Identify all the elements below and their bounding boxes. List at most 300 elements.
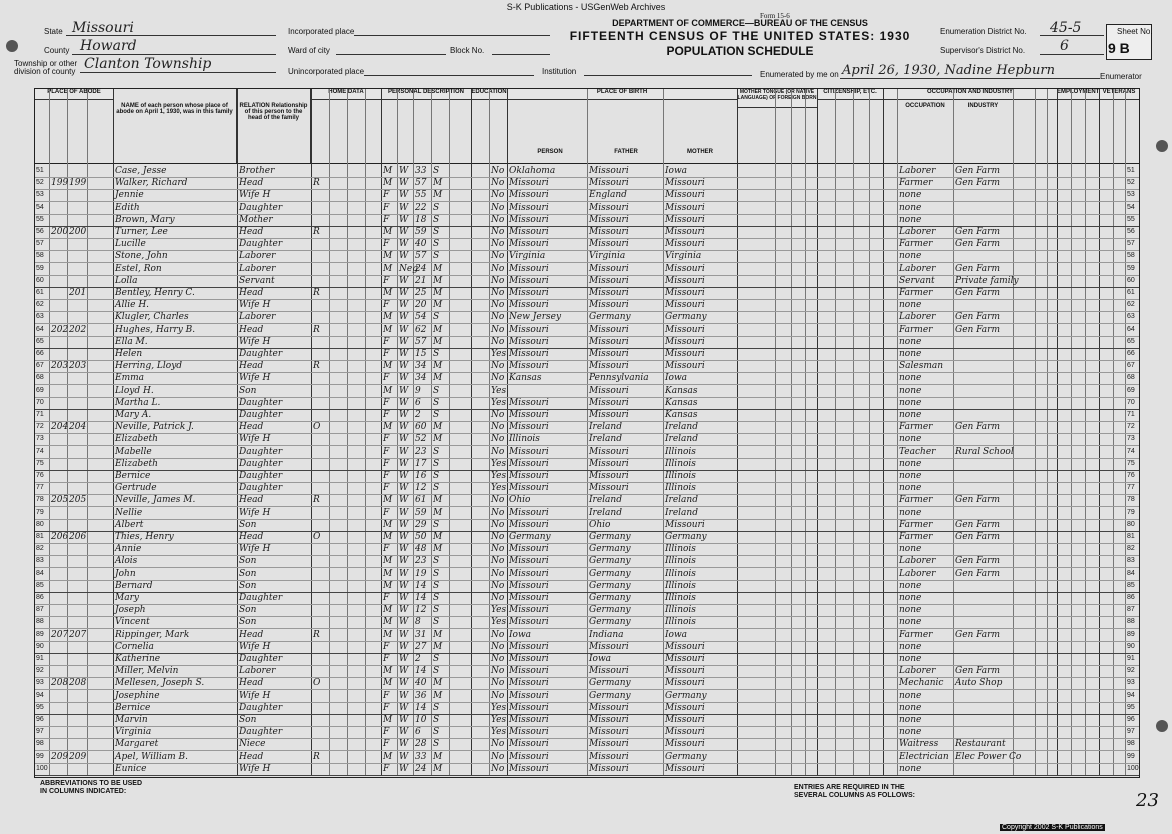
home-tenure	[313, 714, 329, 726]
school-attendance: No	[491, 312, 505, 323]
birthplace-mother: Missouri	[665, 678, 705, 689]
occupation: Laborer	[899, 312, 936, 323]
line-number-right: 62	[1127, 301, 1135, 309]
home-tenure	[313, 690, 329, 702]
sex: F	[383, 593, 390, 603]
birthplace-person: Missouri	[509, 519, 549, 530]
line-number: 75	[36, 459, 44, 467]
birthplace-person: Missouri	[509, 605, 549, 616]
relation: Head	[239, 227, 264, 237]
industry	[955, 348, 1013, 360]
family-number: 205	[69, 495, 87, 506]
marital-status: S	[433, 666, 440, 677]
marital-status: S	[433, 580, 440, 591]
sex: M	[383, 580, 393, 591]
age: 18	[415, 214, 427, 225]
school-attendance: No	[491, 593, 505, 603]
birthplace-person: Missouri	[509, 544, 549, 555]
relation: Wife H	[239, 507, 271, 518]
punch-hole	[1156, 720, 1168, 732]
age: 59	[415, 227, 427, 237]
home-tenure	[313, 641, 329, 653]
industry	[955, 433, 1013, 445]
person-name: Neville, James M.	[115, 495, 196, 506]
relation: Daughter	[239, 654, 283, 664]
sex: M	[383, 324, 393, 335]
family-number	[69, 202, 87, 214]
sex: M	[383, 288, 393, 298]
relation: Brother	[239, 166, 275, 176]
line-number: 69	[36, 386, 44, 394]
line-number: 86	[36, 594, 44, 601]
table-row	[35, 409, 1139, 422]
marital-status: S	[433, 214, 440, 225]
industry	[955, 250, 1013, 262]
relation: Head	[239, 361, 264, 372]
age: 12	[415, 483, 427, 494]
industry: Gen Farm	[955, 263, 1001, 274]
industry	[955, 214, 1013, 226]
marital-status: M	[433, 373, 443, 384]
dwelling-number: 199	[51, 178, 69, 189]
home-tenure	[313, 189, 329, 201]
birthplace-mother: Illinois	[665, 556, 696, 567]
birthplace-father: Ireland	[589, 507, 622, 518]
line-number: 84	[36, 569, 44, 577]
family-number: 208	[69, 678, 87, 689]
school-attendance: No	[491, 434, 505, 445]
birthplace-person: Missouri	[509, 202, 549, 213]
race: W	[399, 580, 409, 591]
family-number	[69, 385, 87, 397]
age: 34	[415, 373, 427, 384]
occupation: Electrician	[899, 751, 949, 762]
line-number-right: 59	[1127, 264, 1135, 272]
school-attendance: No	[491, 519, 505, 530]
industry	[955, 702, 1013, 714]
county-value: Howard	[80, 38, 137, 54]
sex: F	[383, 373, 390, 384]
birthplace-mother: Missouri	[665, 288, 705, 298]
school-attendance: No	[491, 678, 505, 689]
line-number: 74	[36, 447, 44, 455]
race: W	[399, 702, 409, 713]
person-name: Mabelle	[115, 446, 152, 457]
home-tenure: R	[313, 288, 320, 298]
industry	[955, 604, 1013, 616]
occupation: Laborer	[899, 263, 936, 274]
department: DEPARTMENT OF COMMERCE—BUREAU OF THE CENSUS	[612, 18, 868, 28]
occupation: Farmer	[899, 422, 933, 433]
line-number: 99	[36, 752, 44, 760]
relation: Laborer	[239, 263, 276, 274]
birthplace-mother: Missouri	[665, 763, 705, 774]
race: W	[399, 641, 409, 652]
table-row	[35, 507, 1139, 520]
age: 24	[415, 263, 427, 274]
birthplace-father: Missouri	[589, 483, 629, 494]
relation: Head	[239, 324, 264, 335]
line-number: 54	[36, 203, 44, 211]
line-number: 93	[36, 679, 44, 687]
table-row	[35, 531, 1139, 544]
occupation: none	[899, 641, 922, 652]
race: W	[399, 275, 409, 286]
relation: Servant	[239, 275, 275, 286]
mother-tongue-header: MOTHER TONGUE (OR NATIVE LANGUAGE) OF FOREIGN BORN	[737, 89, 817, 108]
family-number: 206	[69, 532, 87, 542]
relation: Daughter	[239, 202, 283, 213]
family-number	[69, 763, 87, 775]
person-name: Elizabeth	[115, 458, 158, 469]
occupation: none	[899, 544, 922, 555]
relation: Laborer	[239, 666, 276, 677]
school-attendance: Yes	[491, 727, 507, 738]
age: 2	[415, 410, 421, 420]
line-number-right: 94	[1127, 691, 1135, 699]
sex: F	[383, 544, 390, 555]
birthplace-mother: Missouri	[665, 702, 705, 713]
sex: M	[383, 666, 393, 677]
home-tenure	[313, 299, 329, 311]
occupation: Servant	[899, 275, 935, 286]
sex: M	[383, 617, 393, 628]
industry	[955, 202, 1013, 214]
marital-status: S	[433, 593, 440, 603]
birthplace-father: Ireland	[589, 434, 622, 445]
line-number-right: 84	[1127, 569, 1135, 577]
family-number	[69, 336, 87, 348]
birthplace-person: Missouri	[509, 190, 549, 201]
line-number: 67	[36, 362, 44, 370]
line-number: 95	[36, 703, 44, 711]
family-number	[69, 458, 87, 470]
family-number	[69, 568, 87, 580]
relation: Daughter	[239, 593, 283, 603]
line-number-right: 97	[1127, 728, 1135, 736]
birthplace-mother: Illinois	[665, 458, 696, 469]
family-number	[69, 690, 87, 702]
line-number-right: 69	[1127, 386, 1135, 394]
line-number: 52	[36, 179, 44, 187]
occupation: Laborer	[899, 166, 936, 176]
race: W	[399, 739, 409, 750]
table-row	[35, 311, 1139, 324]
sex: F	[383, 446, 390, 457]
sex: M	[383, 556, 393, 567]
marital-status: S	[433, 715, 440, 725]
dwelling-number	[51, 385, 67, 397]
birthplace-person: Missouri	[509, 702, 549, 713]
race: W	[399, 727, 409, 738]
birthplace-person: Missouri	[509, 593, 549, 603]
sex: F	[383, 690, 390, 701]
line-number-right: 75	[1127, 459, 1135, 467]
mother-column-header: MOTHER	[687, 149, 713, 155]
race: W	[399, 690, 409, 701]
industry: Gen Farm	[955, 629, 1001, 640]
birthplace-person: Missouri	[509, 178, 549, 189]
home-tenure	[313, 433, 329, 445]
race: W	[399, 507, 409, 518]
birthplace-mother: Missouri	[665, 739, 705, 750]
occupation: none	[899, 483, 922, 494]
home-tenure: R	[313, 324, 320, 335]
line-number-right: 77	[1127, 484, 1135, 492]
birthplace-father: Germany	[589, 532, 631, 542]
birthplace-father: Missouri	[589, 263, 629, 274]
relation: Head	[239, 288, 264, 298]
birthplace-person: Missouri	[509, 446, 549, 457]
race: W	[399, 763, 409, 774]
birthplace-father: Missouri	[589, 727, 629, 738]
relation: Daughter	[239, 446, 283, 457]
line-number-right: 100	[1127, 764, 1139, 772]
birthplace-mother: Missouri	[665, 202, 705, 213]
school-attendance: No	[491, 751, 505, 762]
age: 6	[415, 727, 421, 738]
occupation: Laborer	[899, 666, 936, 677]
family-number: 202	[69, 324, 87, 335]
industry: Gen Farm	[955, 556, 1001, 567]
home-tenure: R	[313, 629, 320, 640]
home-tenure	[313, 311, 329, 323]
marital-status: S	[433, 617, 440, 628]
person-name: Elizabeth	[115, 434, 158, 445]
occupation-header: OCCUPATION AND INDUSTRY	[883, 89, 1057, 100]
census-title: FIFTEENTH CENSUS OF THE UNITED STATES: 1930	[569, 29, 911, 43]
school-attendance: Yes	[491, 702, 507, 713]
family-number	[69, 263, 87, 275]
table-row	[35, 299, 1139, 312]
line-number-right: 61	[1127, 289, 1135, 296]
line-number-right: 71	[1127, 411, 1135, 418]
table-row	[35, 238, 1139, 251]
school-attendance: No	[491, 739, 505, 750]
home-tenure	[313, 726, 329, 738]
person-name: Katherine	[115, 654, 161, 664]
table-row	[35, 385, 1139, 398]
line-number: 82	[36, 545, 44, 553]
home-data-header: HOME DATA	[311, 89, 381, 100]
dwelling-number	[51, 690, 67, 702]
family-number	[69, 641, 87, 653]
dwelling-number	[51, 738, 67, 750]
birthplace-mother: Illinois	[665, 544, 696, 555]
person-name: Case, Jesse	[115, 166, 167, 176]
birthplace-father: Germany	[589, 568, 631, 579]
age: 14	[415, 580, 427, 591]
industry	[955, 336, 1013, 348]
person-name: Thies, Henry	[115, 532, 174, 542]
birthplace-father: Missouri	[589, 702, 629, 713]
line-number: 51	[36, 167, 44, 174]
relation: Son	[239, 568, 257, 579]
dwelling-number	[51, 555, 67, 567]
person-name: Walker, Richard	[115, 178, 188, 189]
race: W	[399, 666, 409, 677]
home-tenure	[313, 568, 329, 580]
school-attendance: No	[491, 300, 505, 311]
school-attendance: No	[491, 654, 505, 664]
family-number	[69, 702, 87, 714]
home-tenure	[313, 653, 329, 665]
age: 62	[415, 324, 427, 335]
school-attendance: No	[491, 324, 505, 335]
occupation: Laborer	[899, 568, 936, 579]
person-name: Alois	[115, 556, 138, 567]
birthplace-mother: Missouri	[665, 666, 705, 677]
line-number-right: 80	[1127, 520, 1135, 528]
age: 34	[415, 361, 427, 372]
marital-status: S	[433, 410, 440, 420]
home-tenure: R	[313, 178, 320, 189]
sex: M	[383, 678, 393, 689]
family-number	[69, 519, 87, 531]
line-number-right: 93	[1127, 679, 1135, 687]
table-row	[35, 592, 1139, 605]
occupation: none	[899, 300, 922, 311]
birthplace-person: Missouri	[509, 300, 549, 311]
line-number: 79	[36, 508, 44, 516]
family-number	[69, 470, 87, 482]
sex: M	[383, 532, 393, 542]
person-name: Klugler, Charles	[115, 312, 189, 323]
birthplace-mother: Germany	[665, 532, 707, 542]
birthplace-person: Missouri	[509, 763, 549, 774]
birthplace-mother: Iowa	[665, 166, 688, 176]
school-attendance: No	[491, 532, 505, 542]
line-number-right: 78	[1127, 496, 1135, 504]
sheet-value: 9 B	[1108, 40, 1130, 56]
person-name: Apel, William B.	[115, 751, 189, 762]
occupation: none	[899, 385, 922, 396]
line-number: 64	[36, 325, 44, 333]
home-tenure	[313, 580, 329, 592]
industry	[955, 482, 1013, 494]
table-row	[35, 177, 1139, 190]
school-attendance: No	[491, 166, 505, 176]
birthplace-person: Missouri	[509, 666, 549, 677]
line-number: 66	[36, 350, 44, 357]
occupation: Salesman	[899, 361, 944, 372]
industry: Gen Farm	[955, 532, 1001, 542]
birthplace-mother: Illinois	[665, 593, 696, 603]
marital-status: M	[433, 263, 443, 274]
school-attendance: No	[491, 410, 505, 420]
school-attendance: No	[491, 629, 505, 640]
industry: Gen Farm	[955, 495, 1001, 506]
family-number	[69, 580, 87, 592]
employment-header: EMPLOYMENT	[1057, 89, 1099, 100]
birthplace-father: Missouri	[589, 202, 629, 213]
marital-status: M	[433, 495, 443, 506]
dwelling-number	[51, 482, 67, 494]
industry	[955, 714, 1013, 726]
home-tenure	[313, 470, 329, 482]
line-number-right: 99	[1127, 752, 1135, 760]
line-number-right: 52	[1127, 179, 1135, 187]
line-number-right: 79	[1127, 508, 1135, 516]
birthplace-father: Missouri	[589, 410, 629, 420]
relation: Niece	[239, 739, 266, 750]
birthplace-mother: Iowa	[665, 373, 688, 384]
state-value: Missouri	[72, 20, 134, 36]
birthplace-father: Missouri	[589, 751, 629, 762]
marital-status: M	[433, 336, 443, 347]
birthplace-mother: Missouri	[665, 641, 705, 652]
person-name: Mary A.	[115, 410, 152, 420]
line-number-right: 64	[1127, 325, 1135, 333]
school-attendance: No	[491, 251, 505, 262]
age: 14	[415, 702, 427, 713]
sex: M	[383, 385, 393, 396]
race: W	[399, 239, 409, 250]
birthplace-person: Illinois	[509, 434, 540, 445]
marital-status: S	[433, 349, 440, 359]
industry	[955, 458, 1013, 470]
home-tenure	[313, 202, 329, 214]
birthplace-father: Germany	[589, 593, 631, 603]
birthplace-mother: Missouri	[665, 654, 705, 664]
table-row	[35, 494, 1139, 507]
marital-status: M	[433, 178, 443, 189]
school-attendance: No	[491, 288, 505, 298]
home-tenure	[313, 263, 329, 275]
birthplace-person: New Jersey	[509, 312, 562, 323]
school-attendance: Yes	[491, 483, 507, 494]
race: W	[399, 495, 409, 506]
birthplace-father: Missouri	[589, 166, 629, 176]
relation: Head	[239, 422, 264, 433]
home-tenure	[313, 482, 329, 494]
line-number-right: 53	[1127, 191, 1135, 199]
birthplace-mother: Illinois	[665, 471, 696, 481]
sex: M	[383, 519, 393, 530]
family-number	[69, 616, 87, 628]
table-row	[35, 738, 1139, 751]
race: W	[399, 202, 409, 213]
line-number-right: 88	[1127, 618, 1135, 626]
birthplace-father: Ireland	[589, 495, 622, 506]
birthplace-father: Virginia	[589, 251, 626, 262]
family-number	[69, 372, 87, 384]
sex: F	[383, 739, 390, 750]
table-row	[35, 555, 1139, 568]
age: 23	[415, 556, 427, 567]
birthplace-mother: Ireland	[665, 434, 698, 445]
family-number	[69, 592, 87, 604]
sex: F	[383, 641, 390, 652]
person-name: Josephine	[115, 690, 160, 701]
dwelling-number	[51, 641, 67, 653]
township-value: Clanton Township	[84, 56, 212, 72]
birthplace-mother: Illinois	[665, 605, 696, 616]
industry: Gen Farm	[955, 166, 1001, 176]
line-number-right: 89	[1127, 630, 1135, 638]
incorporated-label: Incorporated place	[288, 27, 355, 36]
age: 48	[415, 544, 427, 555]
school-attendance: No	[491, 361, 505, 372]
dwelling-number	[51, 458, 67, 470]
sex: F	[383, 349, 390, 359]
marital-status: S	[433, 227, 440, 237]
relation-column-header: RELATION Relationship of this person to the head of the family	[237, 89, 311, 163]
home-tenure	[313, 397, 329, 409]
dwelling-number	[51, 726, 67, 738]
punch-hole	[1156, 140, 1168, 152]
abbreviations-title: ABBREVIATIONS TO BE USED IN COLUMNS INDICATED:	[40, 780, 143, 795]
